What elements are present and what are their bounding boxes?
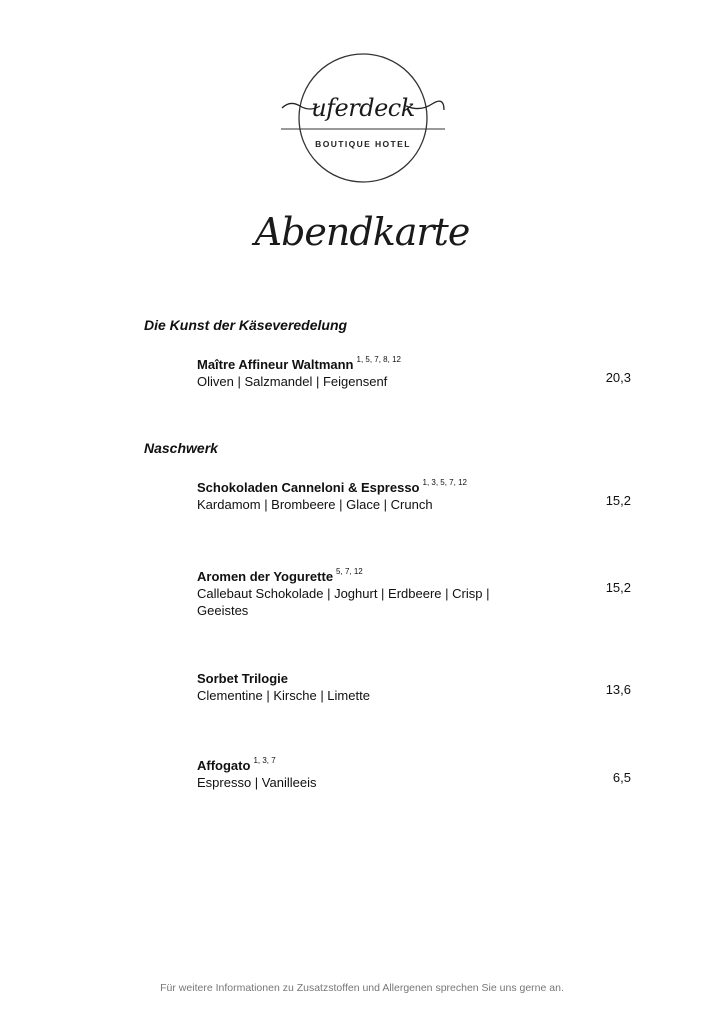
item-allergens: 1, 3, 5, 7, 12 (422, 478, 467, 487)
item-name: Sorbet Trilogie (197, 671, 289, 686)
item-description: Oliven | Salzmandel | Feigensenf (197, 374, 388, 389)
logo-subtitle: BOUTIQUE HOTEL (315, 139, 411, 149)
item-price: 20,3 (605, 370, 631, 385)
menu-item (197, 351, 647, 390)
hotel-logo (280, 50, 446, 186)
menu-item (197, 474, 647, 513)
item-price: 6,5 (612, 770, 631, 785)
item-name: Affogato $^{1, 3, 7}$ (197, 756, 276, 773)
allergen-footer-note: Für weitere Informationen zu Zusatzstoffen und Allergenen sprechen Sie uns gerne an. (160, 982, 564, 994)
item-description: Espresso | Vanilleeis (197, 775, 317, 790)
menu-item (197, 563, 647, 619)
item-description: Clementine | Kirsche | Limette (197, 688, 370, 703)
menu-item (197, 752, 647, 791)
item-allergens: 5, 7, 12 (336, 567, 363, 576)
section-heading-desserts: Naschwerk (144, 440, 218, 456)
menu-title: Abendkarte (254, 210, 470, 254)
item-description: Callebaut Schokolade | Joghurt | Erdbeere | Crisp | Geeistes (197, 586, 490, 618)
logo-wordmark: uferdeck (311, 94, 415, 122)
item-price: 15,2 (605, 580, 631, 595)
item-name: Schokoladen Canneloni & Espresso $^{1, 3, 5, 7, 12}$ (197, 478, 467, 495)
item-description: Kardamom | Brombeere | Glace | Crunch (197, 497, 433, 512)
item-allergens: 1, 3, 7 (253, 756, 276, 765)
section-heading-cheese: Die Kunst der Käseveredelung (144, 317, 348, 333)
menu-item (197, 665, 647, 704)
item-name: Maître Affineur Waltmann $^{1, 5, 7, 8, 12}$ (197, 355, 401, 372)
item-allergens: 1, 5, 7, 8, 12 (356, 355, 401, 364)
item-price: 13,6 (605, 682, 631, 697)
item-name: Aromen der Yogurette $^{5, 7, 12}$ (197, 567, 363, 584)
item-price: 15,2 (605, 493, 631, 508)
